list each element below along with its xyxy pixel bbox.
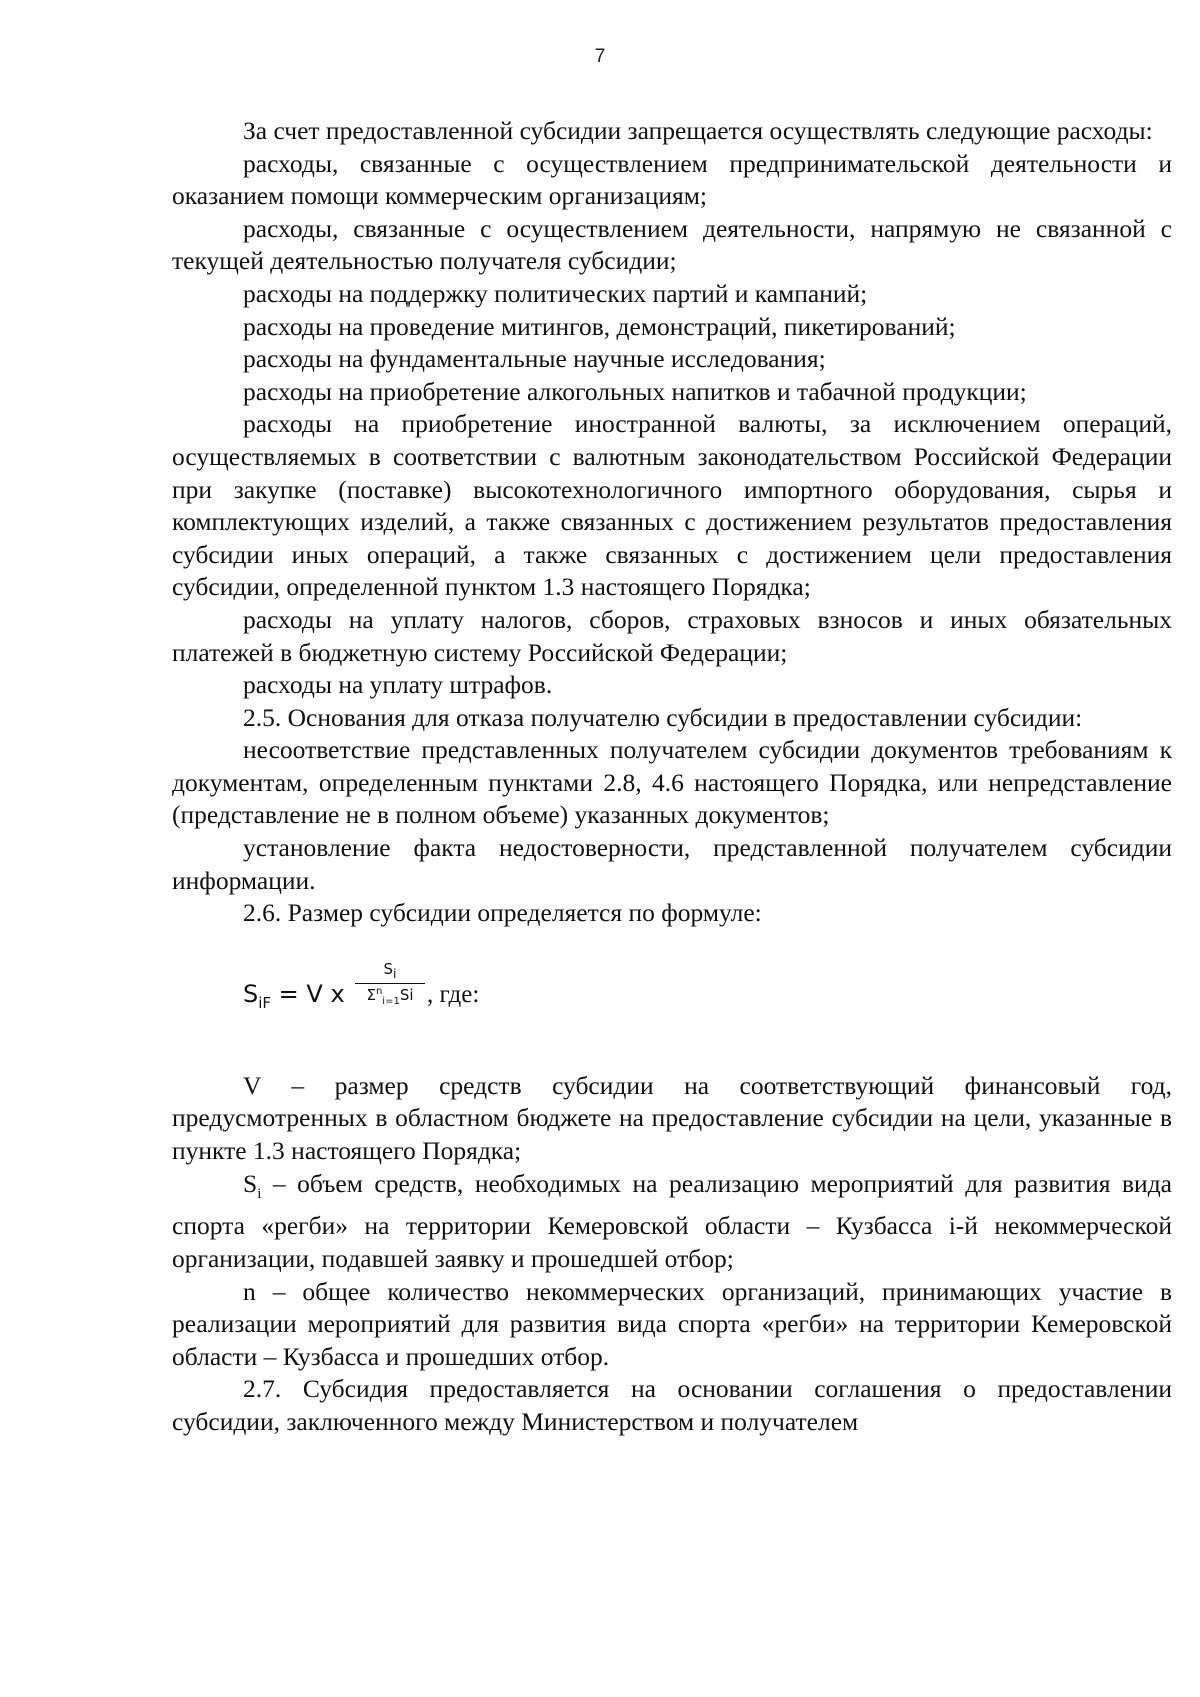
formula-equals-part: = V x [271, 979, 345, 1008]
paragraphs-end [172, 1276, 1172, 1439]
paragraph: расходы на приобретение иностранной валюты, за исключением операций, осуществляемых в соответствии с валютным законодательством Российской Федерации при закупке (поставке) высокотехнологичного импортного оборудования, сырья и комплектующих изделий, а также связанных с достижением результатов предоставления субсидии иных операций, а также связанных с достижением цели предоставления субсидии, определенной пунктом 1.3 настоящего Порядка; [172, 409, 1172, 602]
paragraph: V – размер средств субсидии на соответствующий финансовый год, предусмотренных в областном бюджете на предоставление субсидии на цели, указанные в пункте 1.3 настоящего Порядка; [172, 1070, 1172, 1166]
formula-tail: , где: [427, 980, 480, 1008]
paragraph: несоответствие представленных получателем субсидии документов требованиям к документам, определенным пунктами 2.8, 4.6 настоящего Порядка, или непредставление (представление не в полном объеме) указанных документов; [172, 735, 1172, 830]
formula-numerator [355, 959, 425, 985]
formula-fraction [355, 959, 425, 1008]
paragraph: расходы на уплату штрафов. [243, 670, 553, 700]
page-number: 7 [594, 46, 606, 67]
paragraph: установление факта недостоверности, представленной получателем субсидии информации. [172, 833, 1172, 895]
sigma-upper-limit: n [375, 986, 383, 998]
paragraph: расходы, связанные с осуществлением предпринимательской деятельности и оказанием помощи коммерческим организациям; [172, 148, 1172, 211]
paragraph: n – общее количество некоммерческих организаций, принимающих участие в реализации мероприятий для развития вида спорта «регби» на территории Кемеровской области – Кузбасса и прошедших отбор. [172, 1276, 1172, 1371]
formula-lhs [243, 979, 345, 1012]
document-body [172, 115, 1172, 1438]
sigma-symbol: Σ [366, 986, 376, 1005]
denominator-term: Si [399, 986, 414, 1005]
paragraph: расходы на поддержку политических партий и кампаний; [243, 278, 868, 308]
paragraph: расходы на фундаментальные научные исследования; [243, 344, 826, 374]
si-symbol: S [243, 1168, 258, 1198]
numerator-symbol: S [383, 959, 394, 978]
formula-lhs-subscript: iF [258, 993, 272, 1012]
paragraph: расходы, связанные с осуществлением деятельности, напрямую не связанной с текущей деятельностью получателя субсидии; [172, 213, 1172, 276]
paragraph: расходы на уплату налогов, сборов, страховых взносов и иных обязательных платежей в бюджетную систему Российской Федерации; [172, 604, 1172, 667]
paragraph-si-definition [172, 1168, 1172, 1276]
paragraph: расходы на проведение митингов, демонстраций, пикетирований; [243, 311, 956, 341]
numerator-subscript: i [393, 965, 397, 981]
formula-lhs-symbol: S [243, 979, 259, 1008]
si-definition-text: – объем средств, необходимых на реализацию мероприятий для развития вида спорта «регби» на территории Кемеровской области – Кузбасса i-й некоммерческой организации, подавшей заявку и прошедшей отбор; [172, 1168, 1172, 1273]
paragraph: 2.6. Размер субсидии определяется по формуле: [243, 898, 762, 928]
sigma-lower-limit: i=1 [382, 996, 400, 1008]
paragraphs-after-formula [172, 1070, 1172, 1168]
paragraph: 2.7. Субсидия предоставляется на основании соглашения о предоставлении субсидии, заключенного между Министерством и получателем [172, 1374, 1172, 1436]
si-subscript: i [257, 1185, 262, 1202]
paragraphs-before-formula [172, 115, 1172, 930]
subsidy-formula [243, 959, 1172, 1022]
paragraph: расходы на приобретение алкогольных напитков и табачной продукции; [243, 376, 1027, 406]
paragraph: 2.5. Основания для отказа получателю субсидии в предоставлении субсидии: [243, 702, 1083, 732]
formula-denominator [355, 984, 425, 1007]
paragraph: За счет предоставленной субсидии запрещается осуществлять следующие расходы: [243, 116, 1153, 145]
